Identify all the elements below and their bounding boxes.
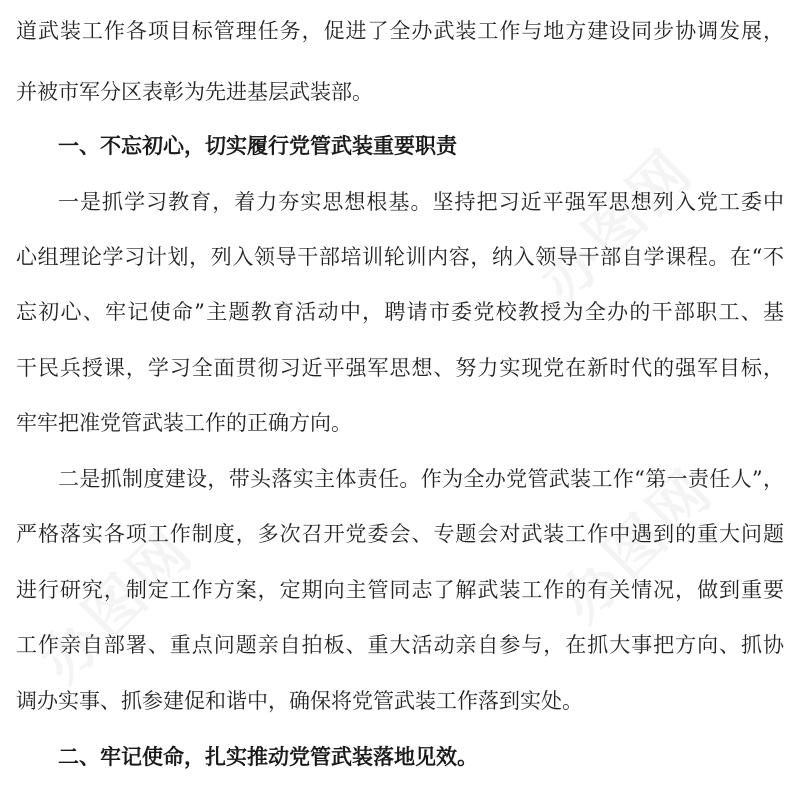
body-line: 牢牢把准党管武装工作的正确方向。 <box>16 411 352 435</box>
body-line: 并被市军分区表彰为先进基层武装部。 <box>16 80 373 104</box>
body-line: 忘初心、牢记使命”主题教育活动中，聘请市委党校教授为全办的干部职工、基 <box>16 300 784 324</box>
paragraph-first-line: 二是抓制度建设，带头落实主体责任。作为全办党管武装工作“第一责任人”， <box>58 467 784 491</box>
body-line: 道武装工作各项目标管理任务，促进了全办武装工作与地方建设同步协调发展， <box>16 19 784 43</box>
body-line: 工作亲自部署、重点问题亲自拍板、重大活动亲自参与，在抓大事把方向、抓协 <box>16 633 784 657</box>
body-line: 严格落实各项工作制度，多次召开党委会、专题会对武装工作中遇到的重大问题 <box>16 522 784 546</box>
body-line: 干民兵授课，学习全面贯彻习近平强军思想、努力实现党在新时代的强军目标， <box>16 356 784 380</box>
paragraph-first-line: 一是抓学习教育，着力夯实思想根基。坚持把习近平强军思想列入党工委中 <box>58 190 784 214</box>
section-heading: 一、不忘初心，切实履行党管武装重要职责 <box>58 134 457 158</box>
section-heading: 二、牢记使命，扎实推动党管武装落地见效。 <box>58 745 478 769</box>
body-line: 调办实事、抓参建促和谐中，确保将党管武装工作落到实处。 <box>16 689 583 713</box>
body-line: 心组理论学习计划，列入领导干部培训轮训内容，纳入领导干部自学课程。在“不 <box>16 245 784 269</box>
body-line: 进行研究，制定工作方案，定期向主管同志了解武装工作的有关情况，做到重要 <box>16 578 784 602</box>
